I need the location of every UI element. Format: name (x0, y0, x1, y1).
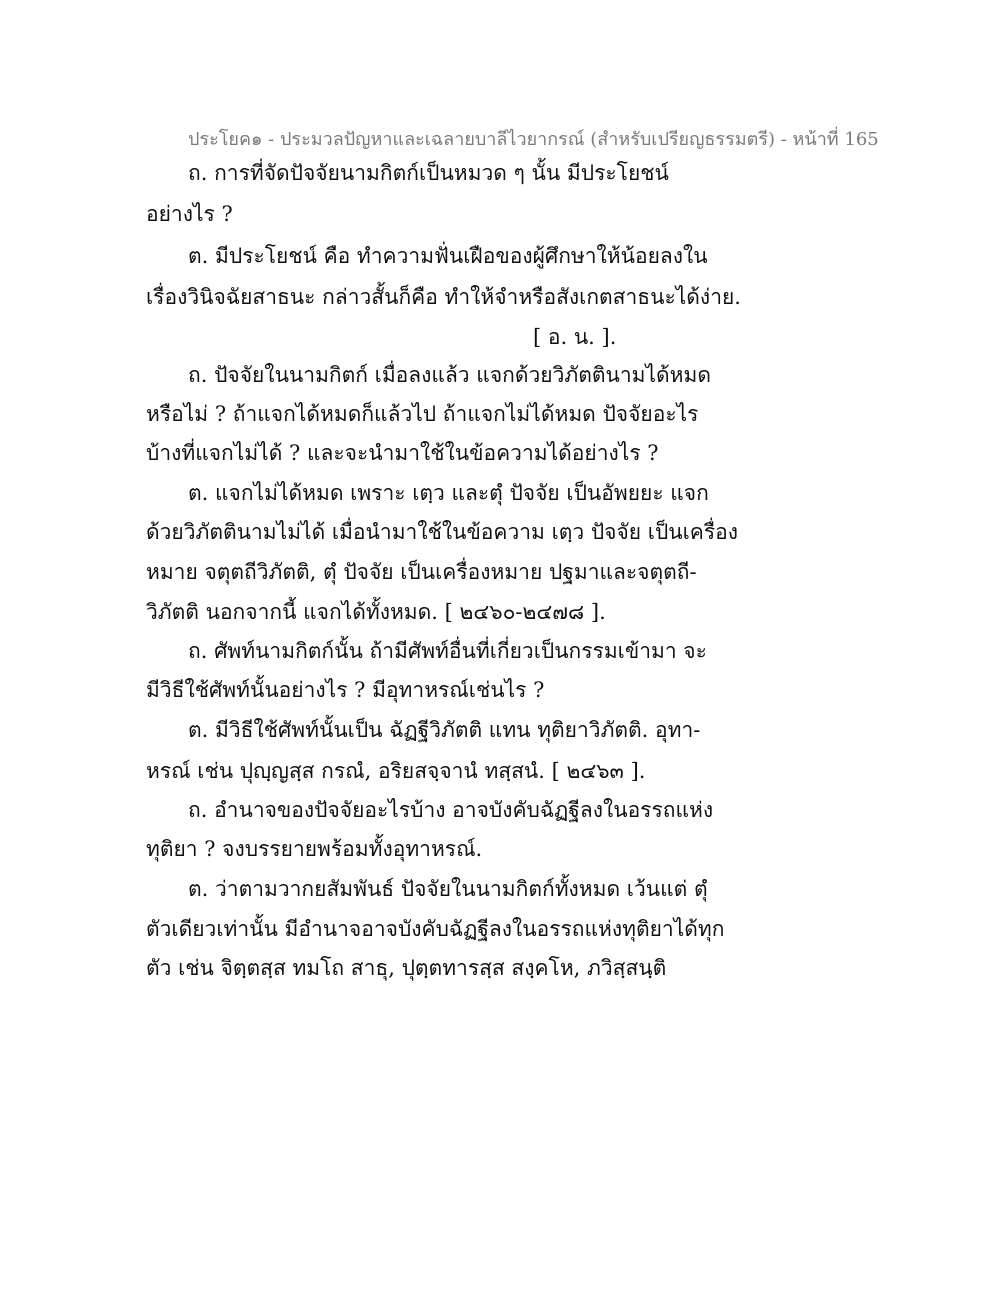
answer-2-line-2: ด้วยวิภัตตินามไม่ได้ เมื่อนำมาใช้ในข้อความ เตฺว ปัจจัย เป็นเครื่อง (146, 520, 738, 544)
answer-3-line-1: ต. มีวิธีใช้ศัพท์นั้นเป็น ฉัฏฐีวิภัตติ แทน ทุติยาวิภัตติ. อุทา- (188, 718, 701, 742)
question-2-line-1: ถ. ปัจจัยในนามกิตก์ เมื่อลงแล้ว แจกด้วยวิภัตตินามได้หมด (188, 363, 711, 387)
question-1-line-2: อย่างไร ? (146, 202, 233, 226)
question-3-line-2: มีวิธีใช้ศัพท์นั้นอย่างไร ? มีอุทาหรณ์เช่นไร ? (146, 678, 545, 702)
answer-1-line-2: เรื่องวินิจฉัยสาธนะ กล่าวสั้นก็คือ ทำให้จำหรือสังเกตสาธนะได้ง่าย. (146, 285, 741, 309)
answer-4-line-2: ตัวเดียวเท่านั้น มีอำนาจอาจบังคับฉัฏฐีลงในอรรถแห่งทุติยาได้ทุก (146, 917, 725, 941)
question-1-line-1: ถ. การที่จัดปัจจัยนามกิตก์เป็นหมวด ๆ นั้น มีประโยชน์ (188, 161, 669, 185)
answer-2-line-4: วิภัตติ นอกจากนี้ แจกได้ทั้งหมด. [ ๒๔๖๐-๒๔๗๘ ]. (146, 600, 606, 624)
question-2-line-2: หรือไม่ ? ถ้าแจกได้หมดก็แล้วไป ถ้าแจกไม่ได้หมด ปัจจัยอะไร (146, 402, 699, 426)
question-2-line-3: บ้างที่แจกไม่ได้ ? และจะนำมาใช้ในข้อความได้อย่างไร ? (146, 441, 659, 465)
question-3-line-1: ถ. ศัพท์นามกิตก์นั้น ถ้ามีศัพท์อื่นที่เกี่ยวเป็นกรรมเข้ามา จะ (188, 639, 707, 663)
answer-3-line-2: หรณ์ เช่น ปุญฺญสฺส กรณํ, อริยสจฺจานํ ทสฺสนํ. [ ๒๔๖๓ ]. (146, 759, 646, 783)
question-4-line-2: ทุติยา ? จงบรรยายพร้อมทั้งอุทาหรณ์. (146, 837, 483, 861)
answer-2-line-3: หมาย จตุตถีวิภัตติ, ตุํ ปัจจัย เป็นเครื่องหมาย ปฐมาและจตุตถี- (146, 560, 697, 584)
page-header: ประโยค๑ - ประมวลปัญหาและเฉลายบาลีไวยากรณ์ (สำหรับเปรียญธรรมตรี) - หน้าที่ 165 (188, 129, 879, 150)
answer-1-reference: [ อ. น. ]. (533, 325, 617, 349)
question-4-line-1: ถ. อำนาจของปัจจัยอะไรบ้าง อาจบังคับฉัฏฐีลงในอรรถแห่ง (188, 798, 714, 822)
answer-1-line-1: ต. มีประโยชน์ คือ ทำความฟั่นเฝือของผู้ศึกษาให้น้อยลงใน (188, 244, 708, 268)
answer-2-line-1: ต. แจกไม่ได้หมด เพราะ เตฺว และตุํ ปัจจัย เป็นอัพยยะ แจก (188, 481, 709, 505)
answer-4-line-3: ตัว เช่น จิตฺตสฺส ทมโถ สาธุ, ปุตฺตทารสฺส สงฺคโห, ภวิสฺสนฺติ (146, 956, 667, 980)
answer-4-line-1: ต. ว่าตามวากยสัมพันธ์ ปัจจัยในนามกิตก์ทั้งหมด เว้นแต่ ตุํ (188, 877, 708, 901)
